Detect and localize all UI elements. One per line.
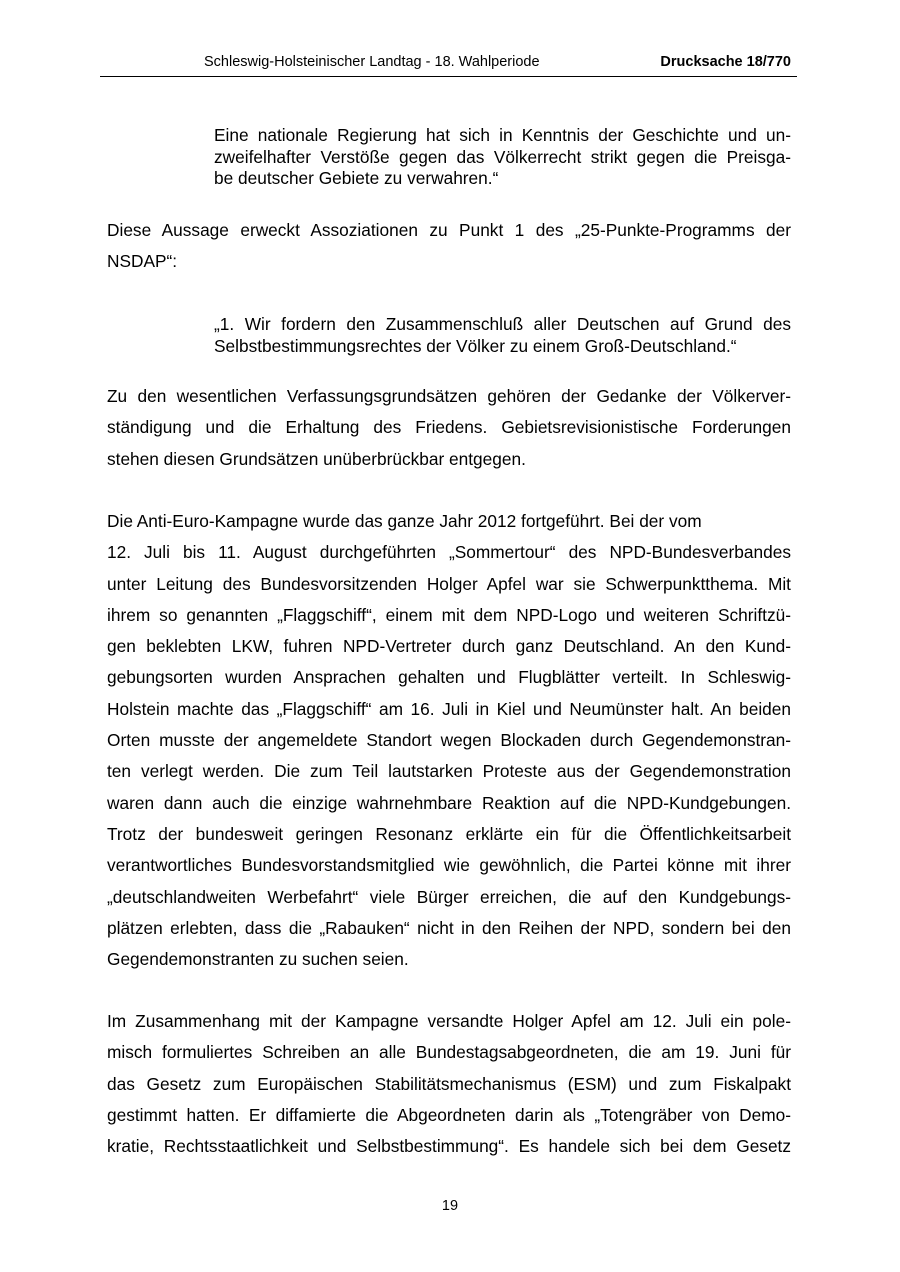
paragraph-3 — [107, 506, 791, 975]
text-line: zweifelhafter Verstöße gegen das Völkerrecht strikt gegen die Preisga- — [214, 146, 791, 167]
text-line: waren dann auch die einzige wahrnehmbare Reaktion auf die NPD-Kundgebungen. — [107, 792, 791, 813]
text-line: Orten musste der angemeldete Standort wegen Blockaden durch Gegendemonstran- — [107, 730, 791, 751]
text-line: gebungsorten wurden Ansprachen gehalten und Flugblätter verteilt. In Schleswig- — [107, 667, 791, 688]
text-line: gen beklebten LKW, fuhren NPD-Vertreter durch ganz Deutschland. An den Kund- — [107, 636, 791, 657]
text-line: be deutscher Gebiete zu verwahren.“ — [214, 168, 499, 188]
paragraph-1 — [107, 215, 791, 278]
text-line: 12. Juli bis 11. August durchgeführten „Sommertour“ des NPD-Bundesverbandes — [107, 542, 791, 563]
text-line: Eine nationale Regierung hat sich in Kenntnis der Geschichte und un- — [214, 125, 791, 145]
text-line: plätzen erlebten, dass die „Rabauken“ nicht in den Reihen der NPD, sondern bei den — [107, 917, 791, 938]
document-number: Drucksache 18/770 — [660, 54, 791, 70]
text-line: Selbstbestimmungsrechtes der Völker zu einem Groß-Deutschland.“ — [214, 335, 737, 356]
text-line: ihrem so genannten „Flaggschiff“, einem mit dem NPD-Logo und weiteren Schriftzü- — [107, 604, 791, 625]
page-number: 19 — [441, 1198, 459, 1214]
text-line: gestimmt hatten. Er diffamierte die Abgeordneten darin als „Totengräber von Demo- — [107, 1104, 791, 1125]
text-line: verantwortliches Bundesvorstandsmitglied wie gewöhnlich, die Partei könne mit ihrer — [107, 855, 791, 876]
text-line: NSDAP“: — [107, 251, 178, 272]
paragraph-4 — [107, 1006, 791, 1162]
text-line: Diese Aussage erweckt Assoziationen zu Punkt 1 des „25-Punkte-Programms der — [107, 220, 791, 240]
text-line: unter Leitung des Bundesvorsitzenden Holger Apfel war sie Schwerpunktthema. Mit — [107, 573, 791, 594]
page-header — [100, 52, 797, 77]
text-line: „1. Wir fordern den Zusammenschluß aller Deutschen auf Grund des — [214, 314, 791, 334]
text-line: kratie, Rechtsstaatlichkeit und Selbstbestimmung“. Es handele sich bei dem Gesetz — [107, 1136, 791, 1157]
block-quote-2 — [214, 314, 791, 357]
header-title: Schleswig-Holsteinischer Landtag - 18. Wahlperiode — [204, 54, 540, 70]
text-line: Gegendemonstranten zu suchen seien. — [107, 949, 409, 970]
text-line: „deutschlandweiten Werbefahrt“ viele Bürger erreichen, die auf den Kundgebungs- — [107, 886, 791, 907]
text-line: das Gesetz zum Europäischen Stabilitätsmechanismus (ESM) und zum Fiskalpakt — [107, 1073, 791, 1094]
text-line: misch formuliertes Schreiben an alle Bundestagsabgeordneten, die am 19. Juni für — [107, 1042, 791, 1063]
block-quote-1 — [214, 125, 791, 190]
text-line: ten verlegt werden. Die zum Teil lautstarken Proteste aus der Gegendemonstration — [107, 761, 791, 782]
text-line: Zu den wesentlichen Verfassungsgrundsätzen gehören der Gedanke der Völkerver- — [107, 386, 791, 406]
text-line: Im Zusammenhang mit der Kampagne versandte Holger Apfel am 12. Juli ein pole- — [107, 1011, 791, 1031]
text-line: Trotz der bundesweit geringen Resonanz erklärte ein für die Öffentlichkeitsarbeit — [107, 823, 791, 844]
text-line: Die Anti-Euro-Kampagne wurde das ganze Jahr 2012 fortgeführt. Bei der vom — [107, 511, 702, 531]
paragraph-2 — [107, 381, 791, 475]
text-line: ständigung und die Erhaltung des Friedens. Gebietsrevisionistische Forderungen — [107, 417, 791, 438]
text-line: stehen diesen Grundsätzen unüberbrückbar entgegen. — [107, 448, 526, 469]
text-line: Holstein machte das „Flaggschiff“ am 16. Juli in Kiel und Neumünster halt. An beiden — [107, 698, 791, 719]
